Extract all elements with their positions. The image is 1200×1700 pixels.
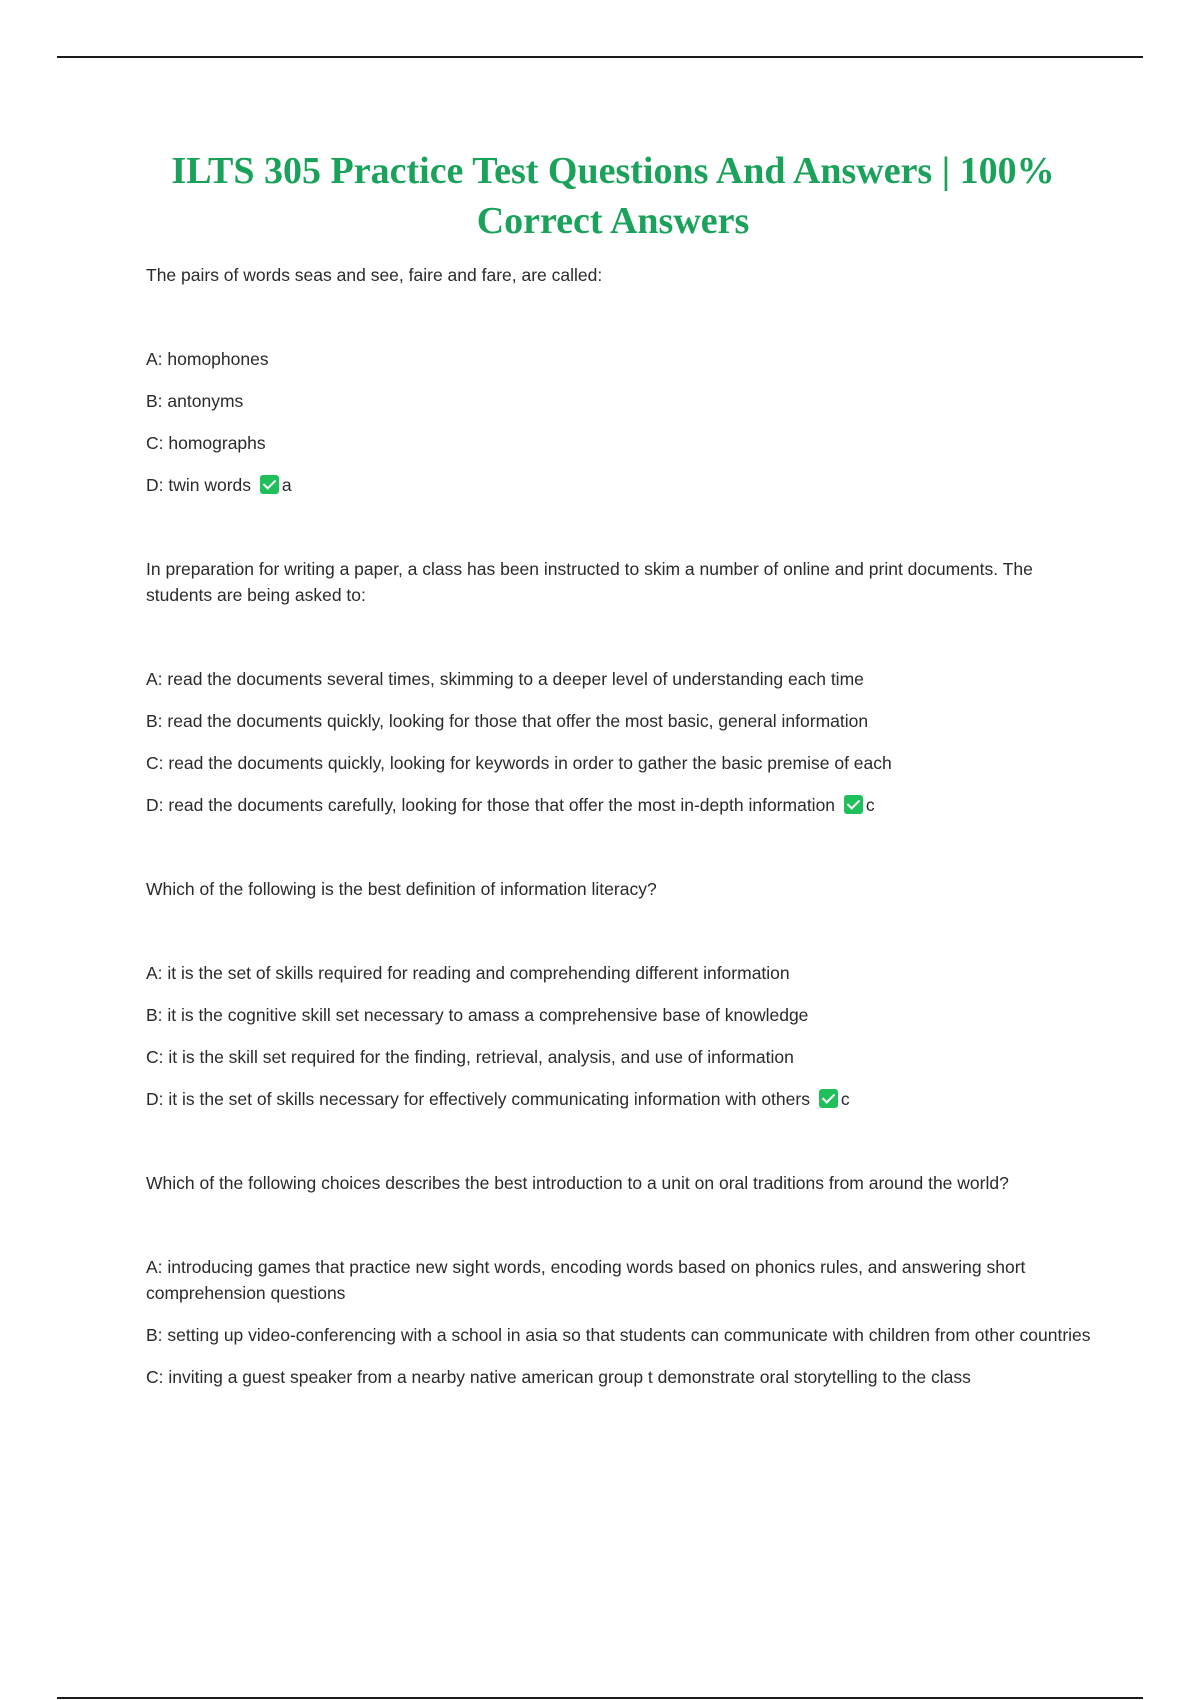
question-3-answer: c bbox=[840, 1089, 850, 1109]
question-1-option-a: A: homophones bbox=[146, 349, 269, 369]
question-2-option-d-row bbox=[146, 792, 1096, 818]
question-1-option-d: D: twin words bbox=[146, 475, 252, 495]
question-1-option-b: B: antonyms bbox=[146, 391, 244, 411]
question-4-text: Which of the following choices describes the best introduction to a unit on oral traditions from around the world? bbox=[146, 1173, 1009, 1193]
question-1-answer: a bbox=[281, 475, 292, 495]
check-mark-icon bbox=[819, 1089, 838, 1108]
question-3-option-c: C: it is the skill set required for the finding, retrieval, analysis, and use of information bbox=[146, 1047, 794, 1067]
question-1-option-c: C: homographs bbox=[146, 433, 266, 453]
question-4-option-a: A: introducing games that practice new sight words, encoding words based on phonics rules, and answering short comprehension questions bbox=[146, 1257, 1026, 1303]
question-3-option-d: D: it is the set of skills necessary for effectively communicating information with others bbox=[146, 1089, 810, 1109]
question-2-option-a: A: read the documents several times, skimming to a deeper level of understanding each time bbox=[146, 669, 864, 689]
check-mark-icon bbox=[260, 475, 279, 494]
question-2-option-d: D: read the documents carefully, looking for those that offer the most in-depth information bbox=[146, 795, 836, 815]
check-mark-icon bbox=[844, 795, 863, 814]
question-2-answer: c bbox=[865, 795, 875, 815]
question-4-option-b: B: setting up video-conferencing with a school in asia so that students can communicate with children from other countries bbox=[146, 1325, 1091, 1345]
question-4-option-c: C: inviting a guest speaker from a nearby native american group t demonstrate oral storytelling to the class bbox=[146, 1367, 971, 1387]
question-3-option-b: B: it is the cognitive skill set necessary to amass a comprehensive base of knowledge bbox=[146, 1005, 809, 1025]
question-2-option-c: C: read the documents quickly, looking for keywords in order to gather the basic premise of each bbox=[146, 753, 892, 773]
document-title: ILTS 305 Practice Test Questions And Answers | 100% Correct Answers bbox=[171, 150, 1055, 242]
question-2-text: In preparation for writing a paper, a class has been instructed to skim a number of online and print documents. The students are being asked to: bbox=[146, 559, 1033, 605]
question-3-text: Which of the following is the best definition of information literacy? bbox=[146, 879, 657, 899]
question-2-option-b: B: read the documents quickly, looking for those that offer the most basic, general information bbox=[146, 711, 869, 731]
question-3-option-a: A: it is the set of skills required for reading and comprehending different information bbox=[146, 963, 790, 983]
question-3-option-d-row bbox=[146, 1086, 1096, 1112]
question-list bbox=[146, 262, 1096, 1406]
bottom-divider bbox=[57, 1697, 1143, 1699]
question-1-option-d-row bbox=[146, 472, 1096, 498]
top-divider bbox=[57, 56, 1143, 58]
question-1-text: The pairs of words seas and see, faire and fare, are called: bbox=[146, 265, 603, 285]
